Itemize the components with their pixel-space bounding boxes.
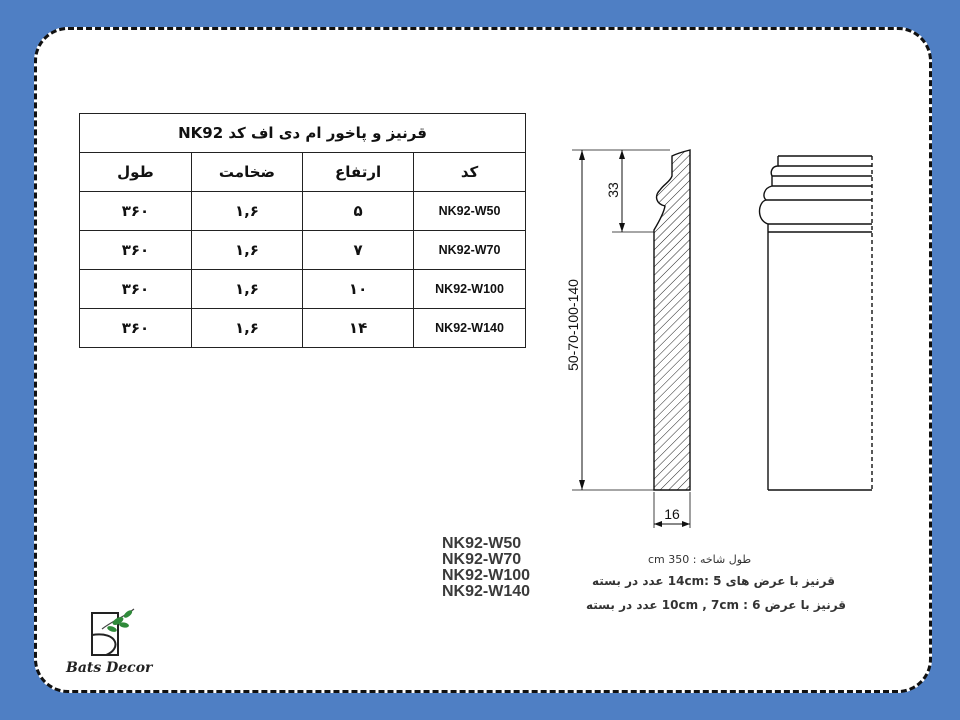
table-header-row	[80, 153, 526, 192]
header-code: کد	[414, 153, 526, 192]
model-item: NK92-W140	[442, 583, 531, 600]
cell-height: ۱۴	[303, 309, 414, 348]
table-row	[80, 270, 526, 309]
pack-note-14cm: قرنیز با عرض های 14cm: 5 عدد در بسته	[592, 574, 835, 588]
header-thickness: ضخامت	[191, 153, 302, 192]
cell-code: NK92-W70	[414, 231, 526, 270]
header-length: طول	[80, 153, 192, 192]
table-row	[80, 231, 526, 270]
dim-thickness-label: 16	[664, 506, 680, 522]
dim-top-label: 33	[605, 182, 621, 198]
cell-code: NK92-W50	[414, 192, 526, 231]
front-view	[760, 156, 873, 490]
cell-height: ۷	[303, 231, 414, 270]
model-item: NK92-W70	[442, 551, 522, 568]
length-note: طول شاخه : 350 cm	[648, 553, 752, 566]
brand-name: Bats Decor	[66, 660, 153, 676]
table-row	[80, 192, 526, 231]
table-row	[80, 309, 526, 348]
cell-length: ۳۶۰	[80, 309, 192, 348]
cell-thickness: ۱,۶	[191, 309, 302, 348]
pack-note-10-7cm: قرنیز با عرض 10cm , 7cm : 6 عدد در بسته	[586, 598, 847, 612]
cell-length: ۳۶۰	[80, 231, 192, 270]
cell-code: NK92-W100	[414, 270, 526, 309]
cell-thickness: ۱,۶	[191, 231, 302, 270]
cell-thickness: ۱,۶	[191, 192, 302, 231]
dim-height-label: 50-70-100-140	[565, 279, 581, 371]
cell-height: ۱۰	[303, 270, 414, 309]
cell-length: ۳۶۰	[80, 192, 192, 231]
cell-code: NK92-W140	[414, 309, 526, 348]
cell-thickness: ۱,۶	[191, 270, 302, 309]
model-item: NK92-W50	[442, 535, 522, 552]
model-list	[442, 536, 530, 600]
table-title: قرنیز و پاخور ام دی اف کد NK92	[80, 114, 526, 153]
cell-length: ۳۶۰	[80, 270, 192, 309]
cell-height: ۵	[303, 192, 414, 231]
spec-table	[79, 113, 526, 348]
header-height: ارتفاع	[303, 153, 414, 192]
model-item: NK92-W100	[442, 567, 531, 584]
profile-drawing	[560, 140, 880, 530]
profile-section	[654, 150, 690, 490]
